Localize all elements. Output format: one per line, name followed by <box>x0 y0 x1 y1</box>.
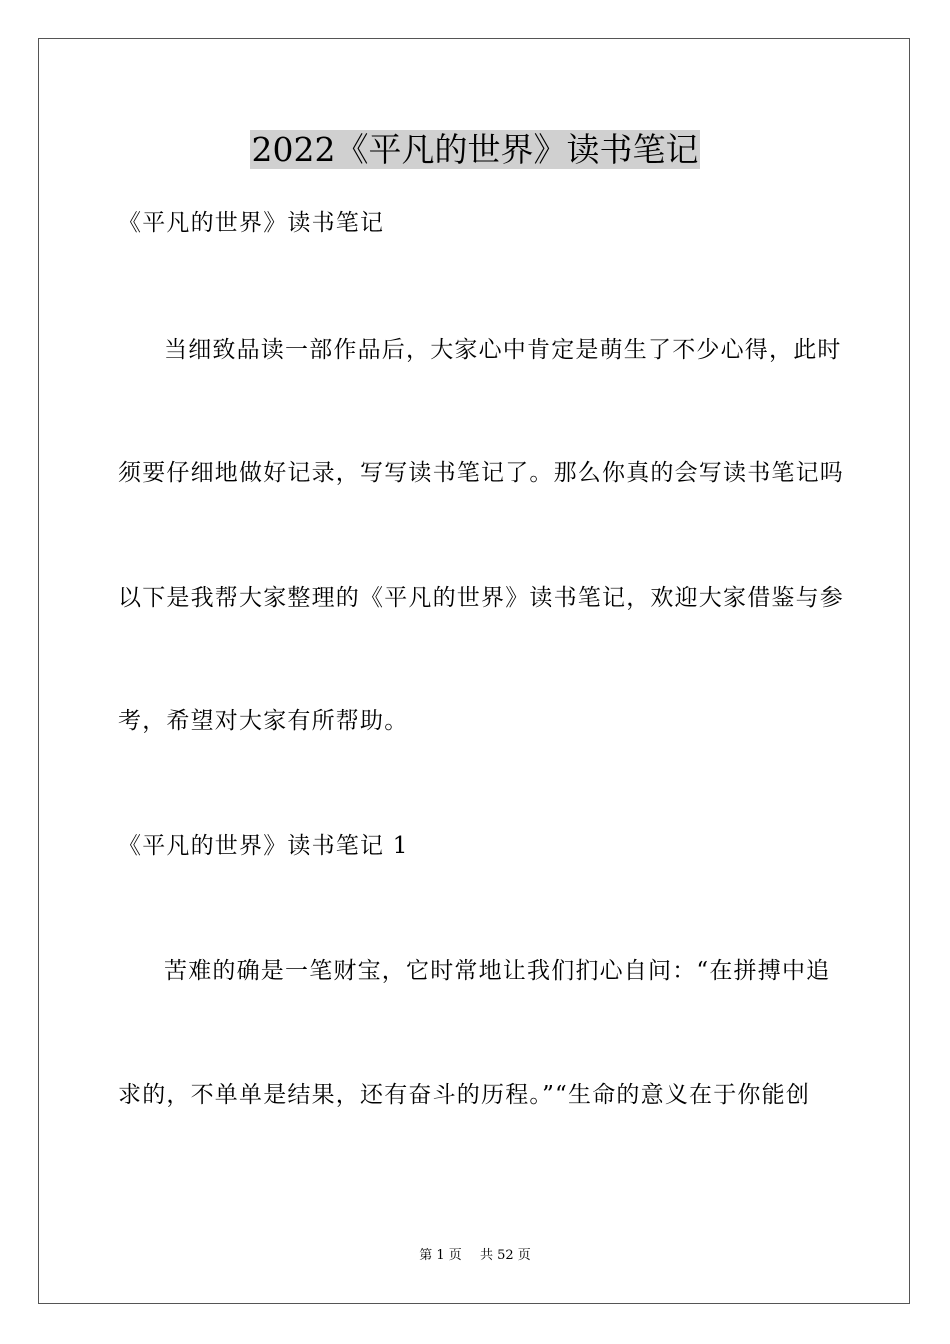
paragraph-line: 考，希望对大家有所帮助。 <box>118 708 409 734</box>
paragraph-line: 以下是我帮大家整理的《平凡的世界》读书笔记，欢迎大家借鉴与参 <box>118 585 844 611</box>
section-heading: 《平凡的世界》读书笔记 <box>118 210 385 236</box>
document-title-text: 2022《平凡的世界》读书笔记 <box>251 130 699 169</box>
page-number-total: 共 52 页 <box>479 1248 531 1263</box>
paragraph-line: 求的，不单单是结果，还有奋斗的历程。”“生命的意义在于你能创 <box>118 1082 811 1108</box>
paragraph-line: 当细致品读一部作品后，大家心中肯定是萌生了不少心得，此时 <box>164 337 842 363</box>
paragraph-line: 须要仔细地做好记录，写写读书笔记了。那么你真的会写读书笔记吗 <box>118 460 844 486</box>
document-title <box>0 128 950 172</box>
page-number-current: 第 1 页 <box>419 1248 462 1263</box>
paragraph-line: 苦难的确是一笔财宝，它时常地让我们扪心自问：“在拼搏中追 <box>164 958 831 984</box>
section-heading: 《平凡的世界》读书笔记 1 <box>118 833 409 859</box>
page-footer <box>0 1246 950 1266</box>
